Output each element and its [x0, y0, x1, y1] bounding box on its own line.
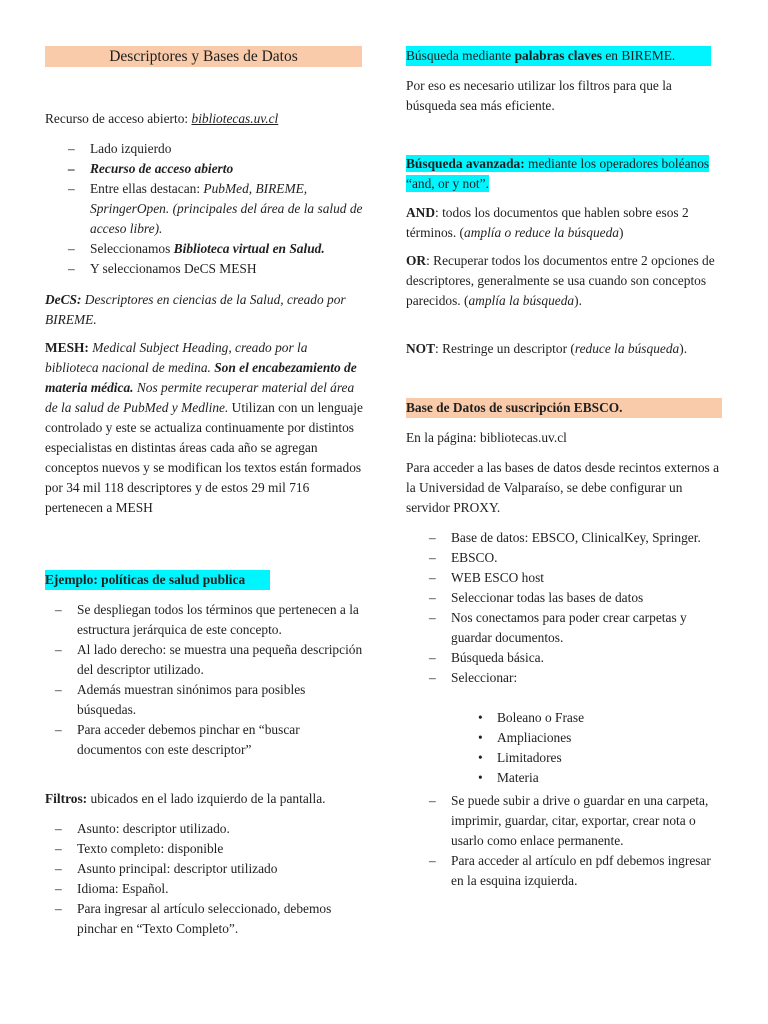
- list-item: – Búsqueda básica.: [406, 648, 724, 668]
- filters-list: [32, 819, 365, 939]
- list-item: – Lado izquierdo: [45, 139, 365, 159]
- list-item: – Para acceder debemos pinchar en “buscar documentos con este descriptor”: [32, 720, 365, 760]
- page-title: Descriptores y Bases de Datos: [45, 46, 362, 67]
- list-item: • Limitadores: [406, 748, 724, 768]
- list-item: – Recurso de acceso abierto: [45, 159, 365, 179]
- ebsco-extra-list: [406, 791, 724, 891]
- list-item: – Para ingresar al artículo seleccionado, debemos pinchar en “Texto Completo”.: [32, 899, 365, 939]
- mesh-label: MESH:: [45, 340, 89, 355]
- or-label: OR: [406, 253, 427, 268]
- decs-text: Descriptores en ciencias de la Salud, creado por BIREME.: [45, 292, 346, 327]
- list-item: • Materia: [406, 768, 724, 788]
- filters-label: Filtros:: [45, 791, 88, 806]
- filters-paragraph: Filtros: ubicados en el lado izquierdo de la pantalla.: [45, 791, 326, 806]
- list-item: • Ampliaciones: [406, 728, 724, 748]
- resource-prefix: Recurso de acceso abierto:: [45, 111, 192, 126]
- list-item: – Y seleccionamos DeCS MESH: [45, 259, 365, 279]
- example-list: [32, 600, 365, 760]
- ebsco-page-line: En la página: bibliotecas.uv.cl: [406, 430, 567, 445]
- access-list: [45, 139, 365, 279]
- list-item: – Asunto: descriptor utilizado.: [32, 819, 365, 839]
- list-item: – Seleccionar:: [406, 668, 724, 688]
- list-item: – Para acceder al artículo en pdf debemos ingresar en la esquina izquierda.: [406, 851, 724, 891]
- list-item: – WEB ESCO host: [406, 568, 724, 588]
- list-item: – Se puede subir a drive o guardar en una carpeta, imprimir, guardar, citar, exportar, crear nota o usarlo como enlace permanente.: [406, 791, 724, 851]
- resource-line: [45, 109, 365, 129]
- list-item: – Además muestran sinónimos para posibles búsquedas.: [32, 680, 365, 720]
- list-item: – Se despliegan todos los términos que pertenecen a la estructura jerárquica de este concepto.: [32, 600, 365, 640]
- list-item: – Seleccionamos Biblioteca virtual en Salud.: [45, 239, 365, 259]
- list-item: – Texto completo: disponible: [32, 839, 365, 859]
- list-item: – Nos conectamos para poder crear carpetas y guardar documentos.: [406, 608, 724, 648]
- decs-label: DeCS:: [45, 292, 82, 307]
- ebsco-steps-list: [406, 528, 724, 688]
- list-item: – EBSCO.: [406, 548, 724, 568]
- resource-link[interactable]: bibliotecas.uv.cl: [191, 111, 279, 126]
- decs-paragraph: [45, 290, 363, 330]
- filters-note: Por eso es necesario utilizar los filtros para que la búsqueda sea más eficiente.: [406, 78, 672, 113]
- mesh-paragraph: MESH: Medical Subject Heading, creado por la biblioteca nacional de medina. Son el encabezamiento de materia médica. Nos permite recuperar material del área de la salud de PubMed y Medline. Utilizan con un lenguaje controlado y este se actualiza continuamente por distintos especialistas en distintas áreas cada año se agregan conceptos nuevos y se modifican los textos están formados por 34 mil 118 descriptores y de estos 29 mil 716 pertenecen a MESH: [45, 340, 363, 515]
- list-item: – Entre ellas destacan: PubMed, BIREME, SpringerOpen. (principales del área de la salud de acceso libre).: [45, 179, 365, 239]
- ebsco-heading: Base de Datos de suscripción EBSCO.: [406, 398, 722, 418]
- list-item: • Boleano o Frase: [406, 708, 724, 728]
- or-paragraph: OR: Recuperar todos los documentos entre 2 opciones de descriptores, generalmente se usa cuando son conceptos parecidos. (amplía la búsqueda).: [406, 253, 715, 308]
- list-item: – Base de datos: EBSCO, ClinicalKey, Springer.: [406, 528, 724, 548]
- example-heading: Ejemplo: políticas de salud publica: [45, 570, 270, 590]
- select-options-list: [406, 708, 724, 788]
- and-label: AND: [406, 205, 436, 220]
- keywords-heading: Búsqueda mediante palabras claves en BIREME.: [406, 46, 711, 66]
- and-paragraph: AND: todos los documentos que hablen sobre esos 2 términos. (amplía o reduce la búsqueda): [406, 205, 689, 240]
- not-paragraph: NOT: Restringe un descriptor (reduce la búsqueda).: [406, 341, 688, 356]
- proxy-paragraph: Para acceder a las bases de datos desde recintos externos a la Universidad de Valparaíso, se debe configurar un servidor PROXY.: [406, 460, 720, 515]
- advanced-search-heading: Búsqueda avanzada: mediante los operadores boléanos “and, or y not”.: [406, 156, 710, 191]
- not-label: NOT: [406, 341, 436, 356]
- list-item: – Asunto principal: descriptor utilizado: [32, 859, 365, 879]
- list-item: – Al lado derecho: se muestra una pequeña descripción del descriptor utilizado.: [32, 640, 365, 680]
- list-item: – Seleccionar todas las bases de datos: [406, 588, 724, 608]
- list-item: – Idioma: Español.: [32, 879, 365, 899]
